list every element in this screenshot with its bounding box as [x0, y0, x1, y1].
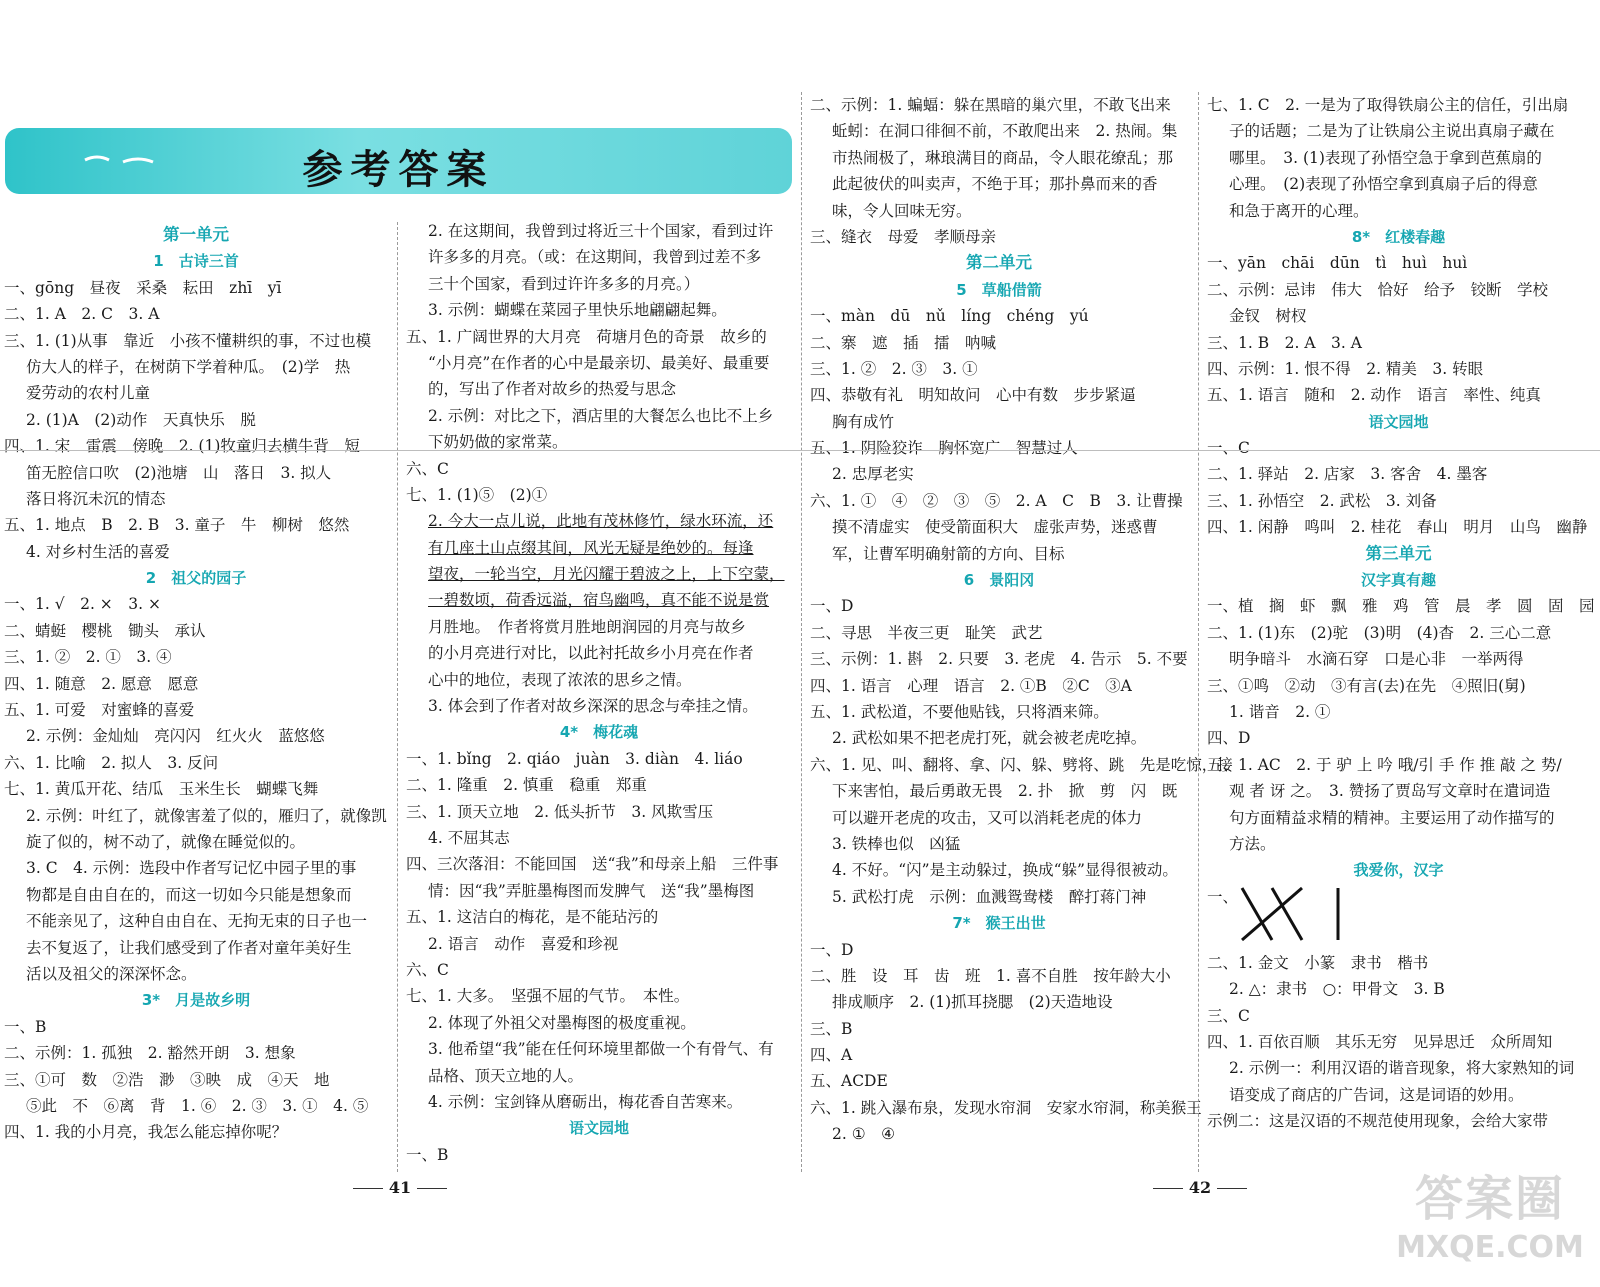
answer-line: 5. 武松打虎 示例：血溅鸳鸯楼 醉打蒋门神: [832, 887, 1147, 906]
title-banner: [5, 128, 792, 194]
answer-line: 一、D: [810, 940, 854, 959]
answer-line: ⑤此 不 ⑥离 背 1. ⑥ 2. ③ 3. ① 4. ⑤: [26, 1096, 369, 1115]
answer-line: 有几座土山点缀其间，风光无疑是绝妙的。每逢: [428, 538, 754, 557]
answer-line: 下奶奶做的家常菜。: [428, 433, 568, 452]
answer-line: 的，写出了作者对故乡的热爱与思念: [428, 380, 677, 399]
answer-line: 2. 示例：金灿灿 亮闪闪 红火火 蓝悠悠: [26, 727, 325, 746]
answer-line: 二、1. A 2. C 3. A: [4, 305, 160, 324]
column-divider: [1198, 92, 1199, 1172]
answer-line: 三十个国家，看到过许许多多的月亮。）: [428, 274, 700, 293]
answer-line: 一、植 搁 虾 飘 雅 鸡 管 晨 孝 圆 固 园: [1207, 597, 1595, 616]
answer-line: 落日将沉未沉的情态: [26, 489, 166, 508]
answer-line: 示例二：这是汉语的不规范使用现象，会给大家带: [1207, 1112, 1549, 1131]
section-heading: 第一单元: [163, 225, 229, 244]
answer-line: 四、1. 语言 心理 语言 2. ①B ②C ③A: [810, 676, 1132, 695]
answer-line: 2. ① ④: [832, 1125, 896, 1144]
section-heading: 汉字真有趣: [1360, 571, 1436, 590]
answer-line: 一、màn dū nǔ líng chéng yú: [810, 307, 1089, 326]
answer-line: 明争暗斗 水滴石穿 口是心非 一举两得: [1229, 650, 1524, 669]
matching-line: [1242, 888, 1302, 940]
answer-line: 2. △：隶书 ○：甲骨文 3. B: [1229, 980, 1445, 999]
answer-line: 一、gōng 昼夜 采桑 耘田 zhī yī: [4, 278, 282, 297]
answer-line: 六、C: [406, 459, 449, 478]
answer-line: 二、蜻蜓 樱桃 锄头 承认: [4, 621, 206, 640]
answer-line: 仿大人的样子，在树荫下学着种瓜。 (2)学 热: [26, 357, 351, 376]
section-heading: 1 古诗三首: [153, 252, 239, 271]
answer-line: 三、1. 顶天立地 2. 低头折节 3. 风欺雪压: [406, 802, 714, 821]
answer-line: 哪里。 3. (1)表现了孙悟空急于拿到芭蕉扇的: [1229, 148, 1542, 167]
answer-line: 3. C 4. 示例：选段中作者写记忆中园子里的事: [26, 859, 357, 878]
matching-question: [1207, 884, 1590, 950]
section-heading: 5 草船借箭: [956, 280, 1042, 299]
answer-line: 3. 他希望“我”能在任何环境里都做一个有骨气、有: [428, 1040, 774, 1059]
answer-line: 三、1. ② 2. ① 3. ④: [4, 648, 172, 667]
matching-lines-icon: [1238, 884, 1368, 944]
answer-line: 三、①可 数 ②浩 渺 ③映 成 ④天 地: [4, 1070, 330, 1089]
answer-line: 金钗 树杈: [1229, 307, 1307, 326]
page-number-right-text: 42: [1188, 1178, 1212, 1197]
column-divider: [397, 222, 398, 1172]
answer-line: 3. 铁棒也似 凶猛: [832, 834, 961, 853]
answer-line: 不能亲见了，这种自由自在、无拘无束的日子也一: [26, 912, 368, 931]
answer-line: 四、示例：1. 恨不得 2. 精美 3. 转眼: [1207, 359, 1484, 378]
page-title: 参考答案: [302, 147, 495, 193]
answer-line: 2. 示例一：利用汉语的谐音现象，将大家熟知的词: [1229, 1059, 1575, 1078]
answer-line: 七、1. C 2. 一是为了取得铁扇公主的信任，引出扇: [1207, 96, 1569, 114]
answer-line: 市热闹极了，琳琅满目的商品，令人眼花缭乱；那: [832, 148, 1174, 167]
section-heading: 第三单元: [1365, 543, 1432, 563]
answer-line: 一、C: [1207, 439, 1250, 458]
answer-line: 句方面精益求精的精神。主要运用了动作描写的: [1229, 808, 1555, 827]
answer-line: 二、1. (1)东 (2)驼 (3)明 (4)杳 2. 三心二意: [1207, 623, 1552, 642]
matching-question-label: 一、: [1207, 887, 1239, 906]
answer-line: 2. 示例：对比之下，酒店里的大餐怎么也比不上乡: [428, 406, 774, 425]
answer-line: 五、1. 武松道，不要他贴钱，只将酒来筛。: [810, 702, 1109, 721]
answer-column-2: [406, 218, 792, 1168]
answer-line: 心中的地位，表现了浓浓的思乡之情。: [428, 670, 692, 689]
answer-line: 一、1. √ 2. × 3. ×: [4, 595, 161, 614]
answer-line: 三、1. (1)从事 靠近 小孩不懂耕织的事，不过也模: [4, 331, 372, 350]
answer-line: 2. 忠厚老实: [832, 465, 914, 484]
answer-line: 七、1. 大多。 坚强不屈的气节。 本性。: [406, 987, 690, 1006]
answer-line: 月胜地。 作者将赏月胜地朗润园的月亮与故乡: [428, 617, 746, 636]
answer-line: 一、D: [810, 597, 854, 616]
section-heading: 6 景阳冈: [963, 571, 1035, 590]
section-heading: 语文园地: [1368, 412, 1429, 431]
answer-line: 的小月亮进行对比，以此衬托故乡小月亮在作者: [428, 644, 754, 663]
answer-line: 二、示例：1. 蝙蝠：躲在黑暗的巢穴里，不敢飞出来: [810, 96, 1171, 114]
answer-line: 五、1. AC 2. 于 驴 上 吟 哦/引 手 作 推 敲 之 势/: [1207, 755, 1562, 774]
matching-line: [1272, 888, 1302, 940]
answer-line: 二、示例：忌讳 伟大 恰好 给予 铰断 学校: [1207, 280, 1549, 299]
answer-line: 五、1. 这洁白的梅花，是不能玷污的: [406, 908, 659, 927]
answer-line: 三、1. 孙悟空 2. 武松 3. 刘备: [1207, 491, 1437, 510]
section-heading: 3* 月是故乡明: [141, 991, 251, 1010]
answer-line: 六、1. 比喻 2. 拟人 3. 反问: [4, 753, 219, 772]
answer-line: 二、寻思 半夜三更 耻笑 武艺: [810, 623, 1043, 642]
section-heading: 7* 猴王出世: [952, 914, 1046, 933]
answer-line: 观 者 讶 之。 3. 赞扬了贾岛写文章时在遣词造: [1229, 782, 1551, 801]
answer-line: 3. 体会到了作者对故乡深深的思念与牵挂之情。: [428, 697, 758, 716]
section-heading: 我爱你，汉字: [1353, 861, 1444, 880]
answer-line: 二、胜 设 耳 齿 班 1. 喜不自胜 按年龄大小: [810, 966, 1171, 985]
answer-line: 二、1. 金文 小篆 隶书 楷书: [1207, 953, 1429, 972]
answer-line: 2. 武松如果不把老虎打死，就会被老虎吃掉。: [832, 729, 1147, 748]
answer-line: 五、ACDE: [810, 1072, 888, 1091]
answer-line: 二、示例：1. 孤独 2. 豁然开朗 3. 想象: [4, 1044, 296, 1063]
answer-line: 二、1. 驿站 2. 店家 3. 客舍 4. 墨客: [1207, 465, 1488, 484]
page-number-left-text: 41: [388, 1178, 412, 1197]
answer-line: 4. 不屈其志: [428, 828, 510, 847]
section-heading: 语文园地: [568, 1119, 629, 1138]
answer-line: 四、1. 随意 2. 愿意 愿意: [4, 674, 199, 693]
answer-line: 4. 不好。“闪”是主动躲过，换成“躲”显得很被动。: [832, 861, 1178, 880]
answer-line: 五、1. 语言 随和 2. 动作 语言 率性、纯真: [1207, 386, 1541, 405]
answer-line: 一、B: [406, 1145, 449, 1164]
section-heading: 8* 红楼春趣: [1351, 227, 1446, 246]
answer-line: 活以及祖父的深深怀念。: [26, 964, 197, 983]
answer-line: 2. (1)A (2)动作 天真快乐 脱: [26, 410, 256, 429]
answer-line: 可以避开老虎的攻击，又可以消耗老虎的体力: [832, 808, 1143, 827]
answer-line: 六、1. ① ④ ② ③ ⑤ 2. A C B 3. 让曹操: [810, 491, 1183, 510]
answer-line: 四、1. 闲静 鸣叫 2. 桂花 春山 明月 山鸟 幽静: [1207, 518, 1588, 537]
column-divider: [801, 92, 802, 1172]
answer-line: 三、1. ② 2. ③ 3. ①: [810, 359, 978, 378]
answer-line: 品格、顶天立地的人。: [428, 1066, 584, 1085]
answer-line: 2. 在这期间，我曾到过将近三十个国家，看到过许: [428, 222, 774, 240]
answer-line: 方法。: [1229, 834, 1276, 853]
answer-line: 旋了似的，树不动了，就像在睡觉似的。: [26, 832, 306, 851]
answer-line: 三、示例：1. 斟 2. 只要 3. 老虎 4. 告示 5. 不要: [810, 650, 1188, 669]
answer-line: 四、三次落泪：不能回国 送“我”和母亲上船 三件事: [406, 855, 779, 874]
answer-line: 三、1. B 2. A 3. A: [1207, 333, 1362, 352]
answer-line: 语变成了商店的广告词，这是词语的妙用。: [1229, 1085, 1524, 1104]
answer-line: 和急于离开的心理。: [1229, 201, 1369, 220]
answer-line: 2. 今大一点儿说，此地有茂林修竹，绿水环流，还: [428, 512, 774, 531]
answer-line: 蚯蚓：在洞口徘徊不前，不敢爬出来 2. 热闹。集: [832, 122, 1178, 141]
answer-line: 下来害怕，最后勇敢无畏 2. 扑 掀 剪 闪 既: [832, 782, 1178, 801]
answer-line: 六、1. 见、叫、翻将、拿、闪、躲、劈将、跳 先是吃惊，接: [810, 755, 1233, 774]
answer-line: 四、1. 百依百顺 其乐无穷 见异思迁 众所周知: [1207, 1032, 1553, 1051]
answer-line: 四、1. 我的小月亮，我怎么能忘掉你呢？: [4, 1123, 288, 1142]
answer-line: 二、寨 遮 插 擂 呐喊: [810, 333, 997, 352]
answer-line: 七、1. (1)⑤ (2)①: [406, 485, 548, 504]
answer-line: 此起彼伏的叫卖声，不绝于耳；那扑鼻而来的香: [832, 175, 1158, 194]
answer-line: 2. 体现了外祖父对墨梅图的极度重视。: [428, 1013, 696, 1032]
answer-line: 望夜，一轮当空，月光闪耀于碧波之上，上下空蒙，: [428, 565, 785, 584]
answer-line: 3. 示例：蝴蝶在菜园子里快乐地翩翩起舞。: [428, 301, 727, 320]
answer-line: 心理。 (2)表现了孙悟空拿到真扇子后的得意: [1229, 175, 1538, 194]
answer-line: 一、B: [4, 1017, 47, 1036]
answer-line: 四、D: [1207, 729, 1251, 748]
answer-line: 四、A: [810, 1046, 853, 1065]
answer-line: 六、C: [406, 960, 449, 979]
answer-line: 二、1. 隆重 2. 慎重 稳重 郑重: [406, 776, 647, 795]
watermark-logo: [1395, 1170, 1585, 1280]
fold-line: [0, 450, 1600, 451]
answer-line: 笛无腔信口吹 (2)池塘 山 落日 3. 拟人: [26, 463, 332, 482]
answer-line: 爱劳动的农村儿童: [26, 384, 151, 403]
answer-line: 4. 对乡村生活的喜爱: [26, 542, 170, 561]
answer-line: 五、1. 地点 B 2. B 3. 童子 牛 柳树 悠然: [4, 516, 350, 535]
answer-line: 2. 示例：叶红了，就像害羞了似的，雁归了，就像凯: [26, 806, 387, 825]
answer-line: 摸不清虚实 使受箭面积大 虚张声势，迷惑曹: [832, 518, 1158, 537]
answer-line: 物都是自由自在的，而这一切如今只能是想象而: [26, 885, 352, 904]
answer-line: 去不复返了，让我们感受到了作者对童年美好生: [26, 938, 352, 957]
section-heading: 4* 梅花魂: [559, 723, 639, 742]
answer-line: 四、1. 宋 雷震 傍晚 2. (1)牧童归去横牛背 短: [4, 437, 360, 456]
answer-line: 五、1. 可爱 对蜜蜂的喜爱: [4, 701, 195, 720]
answer-line: 七、1. 黄瓜开花、结瓜 玉米生长 蝴蝶飞舞: [4, 780, 319, 799]
answer-line: 2. 语言 动作 喜爱和珍视: [428, 934, 619, 953]
answer-line: 一、yān chāi dūn tì huì huì: [1207, 254, 1468, 273]
answer-line: 五、1. 广阔世界的大月亮 荷塘月色的奇景 故乡的: [406, 327, 767, 346]
answer-line: 四、恭敬有礼 明知故问 心中有数 步步紧逼: [810, 386, 1136, 405]
answer-line: 1. 谐音 2. ①: [1229, 702, 1331, 721]
matching-line: [1242, 888, 1272, 940]
watermark-line-1: 答案圈: [1414, 1171, 1565, 1227]
answer-line: 情：因“我”弄脏墨梅图而发脾气 送“我”墨梅图: [428, 881, 755, 900]
watermark-line-2: MXQE.COM: [1396, 1230, 1584, 1265]
answer-line: 五、1. 阴险狡诈 胸怀宽广 智慧过人: [810, 439, 1078, 458]
answer-line: 三、缝衣 母爱 孝顺母亲: [810, 227, 997, 246]
answer-line: 一、1. bǐng 2. qiáo juàn 3. diàn 4. liáo: [406, 749, 743, 768]
page-number-left: [340, 1178, 460, 1197]
answer-line: 子的话题；二是为了让铁扇公主说出真扇子藏在: [1229, 122, 1555, 141]
answer-line: 许多多的月亮。（或：在这期间，我曾到过差不多: [428, 248, 762, 267]
answer-line: “小月亮”在作者的心中是最亲切、最美好、最重要: [428, 353, 770, 372]
answer-column-1: [4, 222, 388, 1146]
section-heading: 2 祖父的园子: [145, 569, 247, 588]
answer-line: 六、1. 跳入瀑布泉，发现水帘洞 安家水帘洞，称美猴王: [810, 1098, 1202, 1117]
answer-line: 三、①鸣 ②动 ③有言(去)在先 ④照旧(舅): [1207, 676, 1526, 695]
answer-column-4: [1207, 92, 1595, 1134]
section-heading: 第二单元: [966, 253, 1032, 273]
answer-line: 三、B: [810, 1019, 853, 1038]
answer-line: 胸有成竹: [832, 412, 895, 431]
answer-line: 一碧数顷，荷香远溢，宿鸟幽鸣，真不能不说是赏: [428, 591, 770, 610]
page-number-right: [1140, 1178, 1260, 1197]
answer-line: 4. 示例：宝剑锋从磨砺出，梅花香自苦寒来。: [428, 1092, 743, 1111]
answer-line: 排成顺序 2. (1)抓耳挠腮 (2)天造地设: [832, 993, 1113, 1012]
answer-line: 三、C: [1207, 1006, 1250, 1025]
answer-line: 军，让曹军明确射箭的方向、目标: [832, 544, 1065, 563]
answer-line: 味，令人回味无穷。: [832, 201, 972, 220]
